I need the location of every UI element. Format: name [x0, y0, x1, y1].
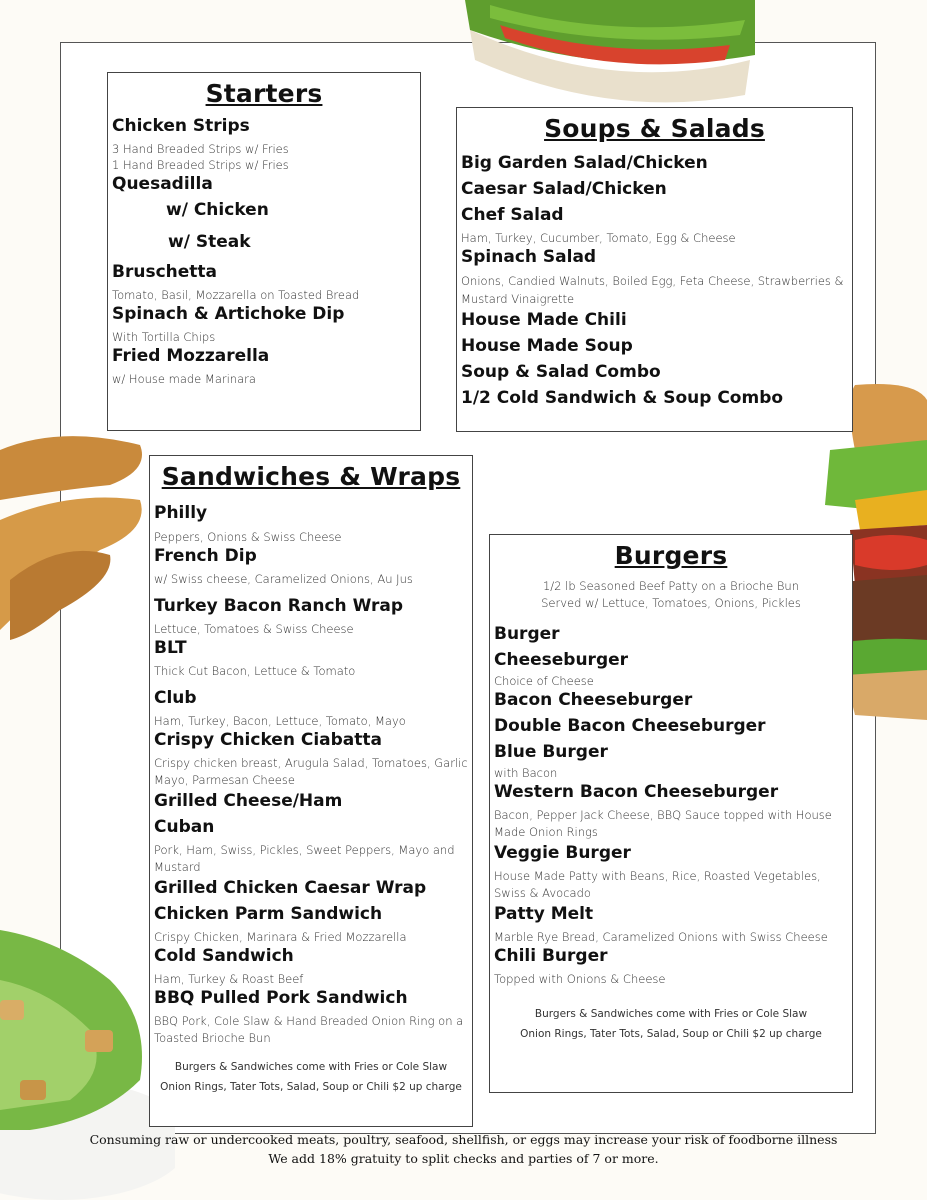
menu-item-name: Veggie Burger	[494, 843, 631, 863]
burgers-title: Burgers	[614, 541, 728, 570]
menu-item-desc: Lettuce, Tomatoes & Swiss Cheese	[154, 622, 354, 636]
chicken-strips-image	[0, 430, 150, 645]
menu-item-name: Blue Burger	[494, 742, 608, 762]
upcharge-note: Onion Rings, Tater Tots, Salad, Soup or Chili $2 up charge	[160, 1081, 462, 1093]
menu-item-name: 1/2 Cold Sandwich & Soup Combo	[461, 388, 784, 408]
menu-item-name: Chicken Strips	[112, 116, 250, 136]
menu-item-desc: With Tortilla Chips	[112, 330, 216, 344]
menu-item-name: Burger	[494, 624, 560, 644]
menu-item-option: w/ Chicken	[166, 200, 269, 220]
starters-list	[112, 116, 416, 386]
sandwiches-list	[154, 503, 468, 1093]
menu-item-name: House Made Chili	[461, 310, 627, 330]
menu-item-name: Chili Burger	[494, 946, 608, 966]
menu-item-desc: BBQ Pork, Cole Slaw & Hand Breaded Onion Ring on a Toasted Brioche Bun	[154, 1014, 464, 1045]
menu-item-desc: Ham, Turkey, Bacon, Lettuce, Tomato, Mayo	[154, 714, 406, 728]
menu-item-desc: w/ Swiss cheese, Caramelized Onions, Au Jus	[154, 572, 413, 586]
menu-item-name: Chicken Parm Sandwich	[154, 904, 383, 924]
menu-item-desc: House Made Patty with Beans, Rice, Roasted Vegetables, Swiss & Avocado	[494, 869, 821, 900]
starters-section	[107, 72, 421, 431]
sandwich-image	[460, 0, 760, 110]
menu-item-name: BBQ Pulled Pork Sandwich	[154, 988, 408, 1008]
menu-item-name: Quesadilla	[112, 174, 213, 194]
menu-item-option: w/ Steak	[168, 232, 251, 252]
menu-item-desc: 1 Hand Breaded Strips w/ Fries	[112, 158, 289, 172]
menu-item-desc: w/ House made Marinara	[112, 372, 256, 386]
menu-item-name: Club	[154, 688, 197, 708]
upcharge-note: Onion Rings, Tater Tots, Salad, Soup or Chili $2 up charge	[520, 1028, 822, 1040]
starters-title: Starters	[205, 79, 323, 108]
menu-item-name: Crispy Chicken Ciabatta	[154, 730, 382, 750]
menu-item-desc: Crispy Chicken, Marinara & Fried Mozzarella	[154, 930, 407, 944]
menu-item-desc: Topped with Onions & Cheese	[494, 972, 666, 986]
menu-item-name: Double Bacon Cheeseburger	[494, 716, 766, 736]
menu-item-desc: Pork, Ham, Swiss, Pickles, Sweet Peppers, Mayo and Mustard	[154, 843, 455, 874]
menu-item-name: Soup & Salad Combo	[461, 362, 661, 382]
sandwiches-wraps-section	[149, 455, 473, 1127]
menu-item-name: Turkey Bacon Ranch Wrap	[154, 596, 404, 616]
menu-item-name: Fried Mozzarella	[112, 346, 270, 366]
menu-item-name: Cold Sandwich	[154, 946, 294, 966]
menu-item-name: Western Bacon Cheeseburger	[494, 782, 779, 802]
menu-item-name: House Made Soup	[461, 336, 633, 356]
menu-item-name: Grilled Chicken Caesar Wrap	[154, 878, 427, 898]
menu-item-name: Spinach & Artichoke Dip	[112, 304, 345, 324]
menu-item-desc: with Bacon	[494, 766, 558, 780]
menu-item-desc: Ham, Turkey & Roast Beef	[154, 972, 304, 986]
menu-item-name: Spinach Salad	[461, 247, 597, 267]
menu-item-name: Chef Salad	[461, 205, 564, 225]
burgers-list	[494, 624, 848, 1040]
menu-item-name: Patty Melt	[494, 904, 594, 924]
soups-salads-section	[456, 107, 853, 432]
menu-item-desc: Thick Cut Bacon, Lettuce & Tomato	[154, 664, 356, 678]
burgers-intro: 1/2 lb Seasoned Beef Patty on a Brioche Bun Served w/ Lettuce, Tomatoes, Onions, Pickles	[541, 579, 801, 610]
burgers-section	[489, 534, 853, 1093]
menu-item-name: Big Garden Salad/Chicken	[461, 153, 708, 173]
menu-item-desc: Peppers, Onions & Swiss Cheese	[154, 530, 342, 544]
menu-item-desc: Bacon, Pepper Jack Cheese, BBQ Sauce topped with House Made Onion Rings	[494, 808, 832, 839]
menu-item-desc: Onions, Candied Walnuts, Boiled Egg, Feta Cheese, Strawberries & Mustard Vinaigrette	[461, 274, 844, 306]
menu-item-desc: Choice of Cheese	[494, 674, 594, 688]
menu-item-name: Cuban	[154, 817, 215, 837]
menu-item-desc: 3 Hand Breaded Strips w/ Fries	[112, 142, 289, 156]
menu-item-name: Caesar Salad/Chicken	[461, 179, 667, 199]
menu-item-desc: Ham, Turkey, Cucumber, Tomato, Egg & Cheese	[461, 231, 736, 245]
sides-note: Burgers & Sandwiches come with Fries or Cole Slaw	[534, 1008, 808, 1020]
menu-item-name: Cheeseburger	[494, 650, 629, 670]
menu-item-desc: Marble Rye Bread, Caramelized Onions with Swiss Cheese	[494, 930, 828, 944]
health-warning: Consuming raw or undercooked meats, poultry, seafood, shellfish, or eggs may increase your risk of foodborne illness	[89, 1132, 838, 1147]
menu-item-name: Philly	[154, 503, 208, 523]
menu-item-name: Bruschetta	[112, 262, 217, 282]
sandwiches-wraps-title: Sandwiches & Wraps	[161, 462, 461, 491]
soups-salads-title: Soups & Salads	[544, 114, 765, 143]
gratuity-note: We add 18% gratuity to split checks and parties of 7 or more.	[268, 1151, 659, 1166]
menu-item-desc: Tomato, Basil, Mozzarella on Toasted Bread	[112, 288, 360, 302]
soups-salads-list	[461, 153, 848, 408]
menu-item-name: French Dip	[154, 546, 257, 566]
menu-item-name: BLT	[154, 638, 187, 658]
menu-item-name: Grilled Cheese/Ham	[154, 791, 343, 811]
sides-note: Burgers & Sandwiches come with Fries or Cole Slaw	[174, 1061, 448, 1073]
menu-item-desc: Crispy chicken breast, Arugula Salad, Tomatoes, Garlic Mayo, Parmesan Cheese	[154, 756, 468, 787]
menu-item-name: Bacon Cheeseburger	[494, 690, 693, 710]
